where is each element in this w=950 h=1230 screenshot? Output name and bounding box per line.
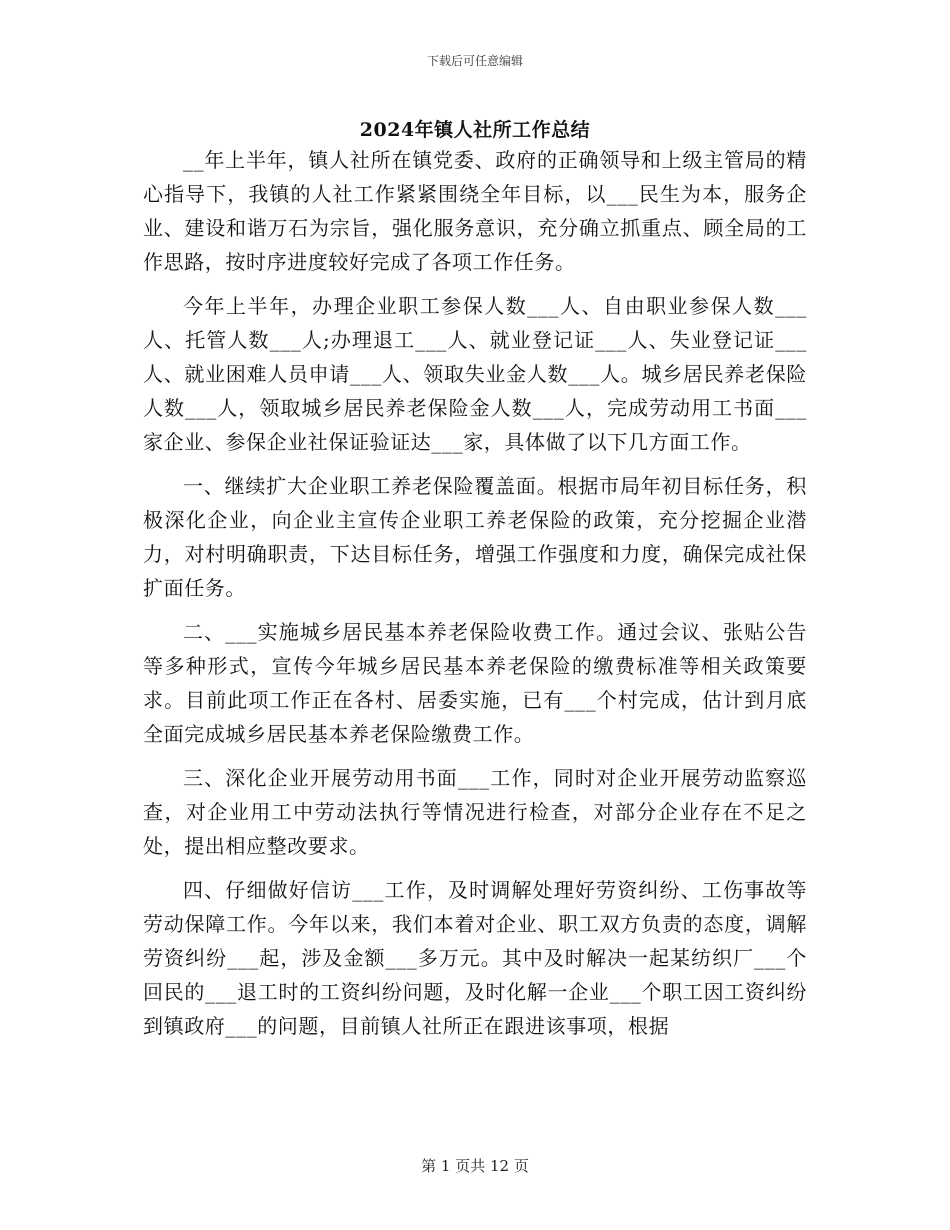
paragraph-intro: __年上半年，镇人社所在镇党委、政府的正确领导和上级主管局的精心指导下，我镇的人社工作紧紧围绕全年目标，以___民生为本，服务企业、建设和谐万石为宗旨，强化服务意识，充分确立抓重点、顾全局的工作思路，按时序进度较好完成了各项工作任务。 [143,148,807,274]
paragraph-section-4: 四、仔细做好信访___工作，及时调解处理好劳资纠纷、工伤事故等劳动保障工作。今年以来，我们本着对企业、职工双方负责的态度，调解劳资纠纷___起，涉及金额___多万元。其中及时解决一起某纺织厂___个回民的___退工时的工资纠纷问题，及时化解一企业___个职工因工资纠纷到镇政府___的问题，目前镇人社所正在跟进该事项，根据 [143,878,807,1038]
document-title: 2024年镇人社所工作总结 [359,119,591,141]
paragraph-section-2: 二、___实施城乡居民基本养老保险收费工作。通过会议、张贴公告等多种形式，宣传今年城乡居民基本养老保险的缴费标准等相关政策要求。目前此项工作正在各村、居委实施，已有___个村完成，估计到月底全面完成城乡居民基本养老保险缴费工作。 [143,620,807,746]
paragraph-section-3: 三、深化企业开展劳动用书面___工作，同时对企业开展劳动监察巡查，对企业用工中劳动法执行等情况进行检查，对部分企业存在不足之处，提出相应整改要求。 [143,766,807,858]
document-body [143,143,807,1053]
paragraph-statistics: 今年上半年，办理企业职工参保人数___人、自由职业参保人数___人、托管人数___人;办理退工___人、就业登记证___人、失业登记证___人、就业困难人员申请___人、领取失业金人数___人。城乡居民养老保险人数___人，领取城乡居民养老保险金人数___人，完成劳动用工书面___家企业、参保企业社保证验证达___家，具体做了以下几方面工作。 [143,294,807,454]
paragraph-section-1: 一、继续扩大企业职工养老保险覆盖面。根据市局年初目标任务，积极深化企业，向企业主宣传企业职工养老保险的政策，充分挖掘企业潜力，对村明确职责，下达目标任务，增强工作强度和力度，确保完成社保扩面任务。 [143,474,807,600]
header-note: 下载后可任意编辑 [426,54,523,68]
page-number: 第 1 页共 12 页 [421,1157,529,1175]
